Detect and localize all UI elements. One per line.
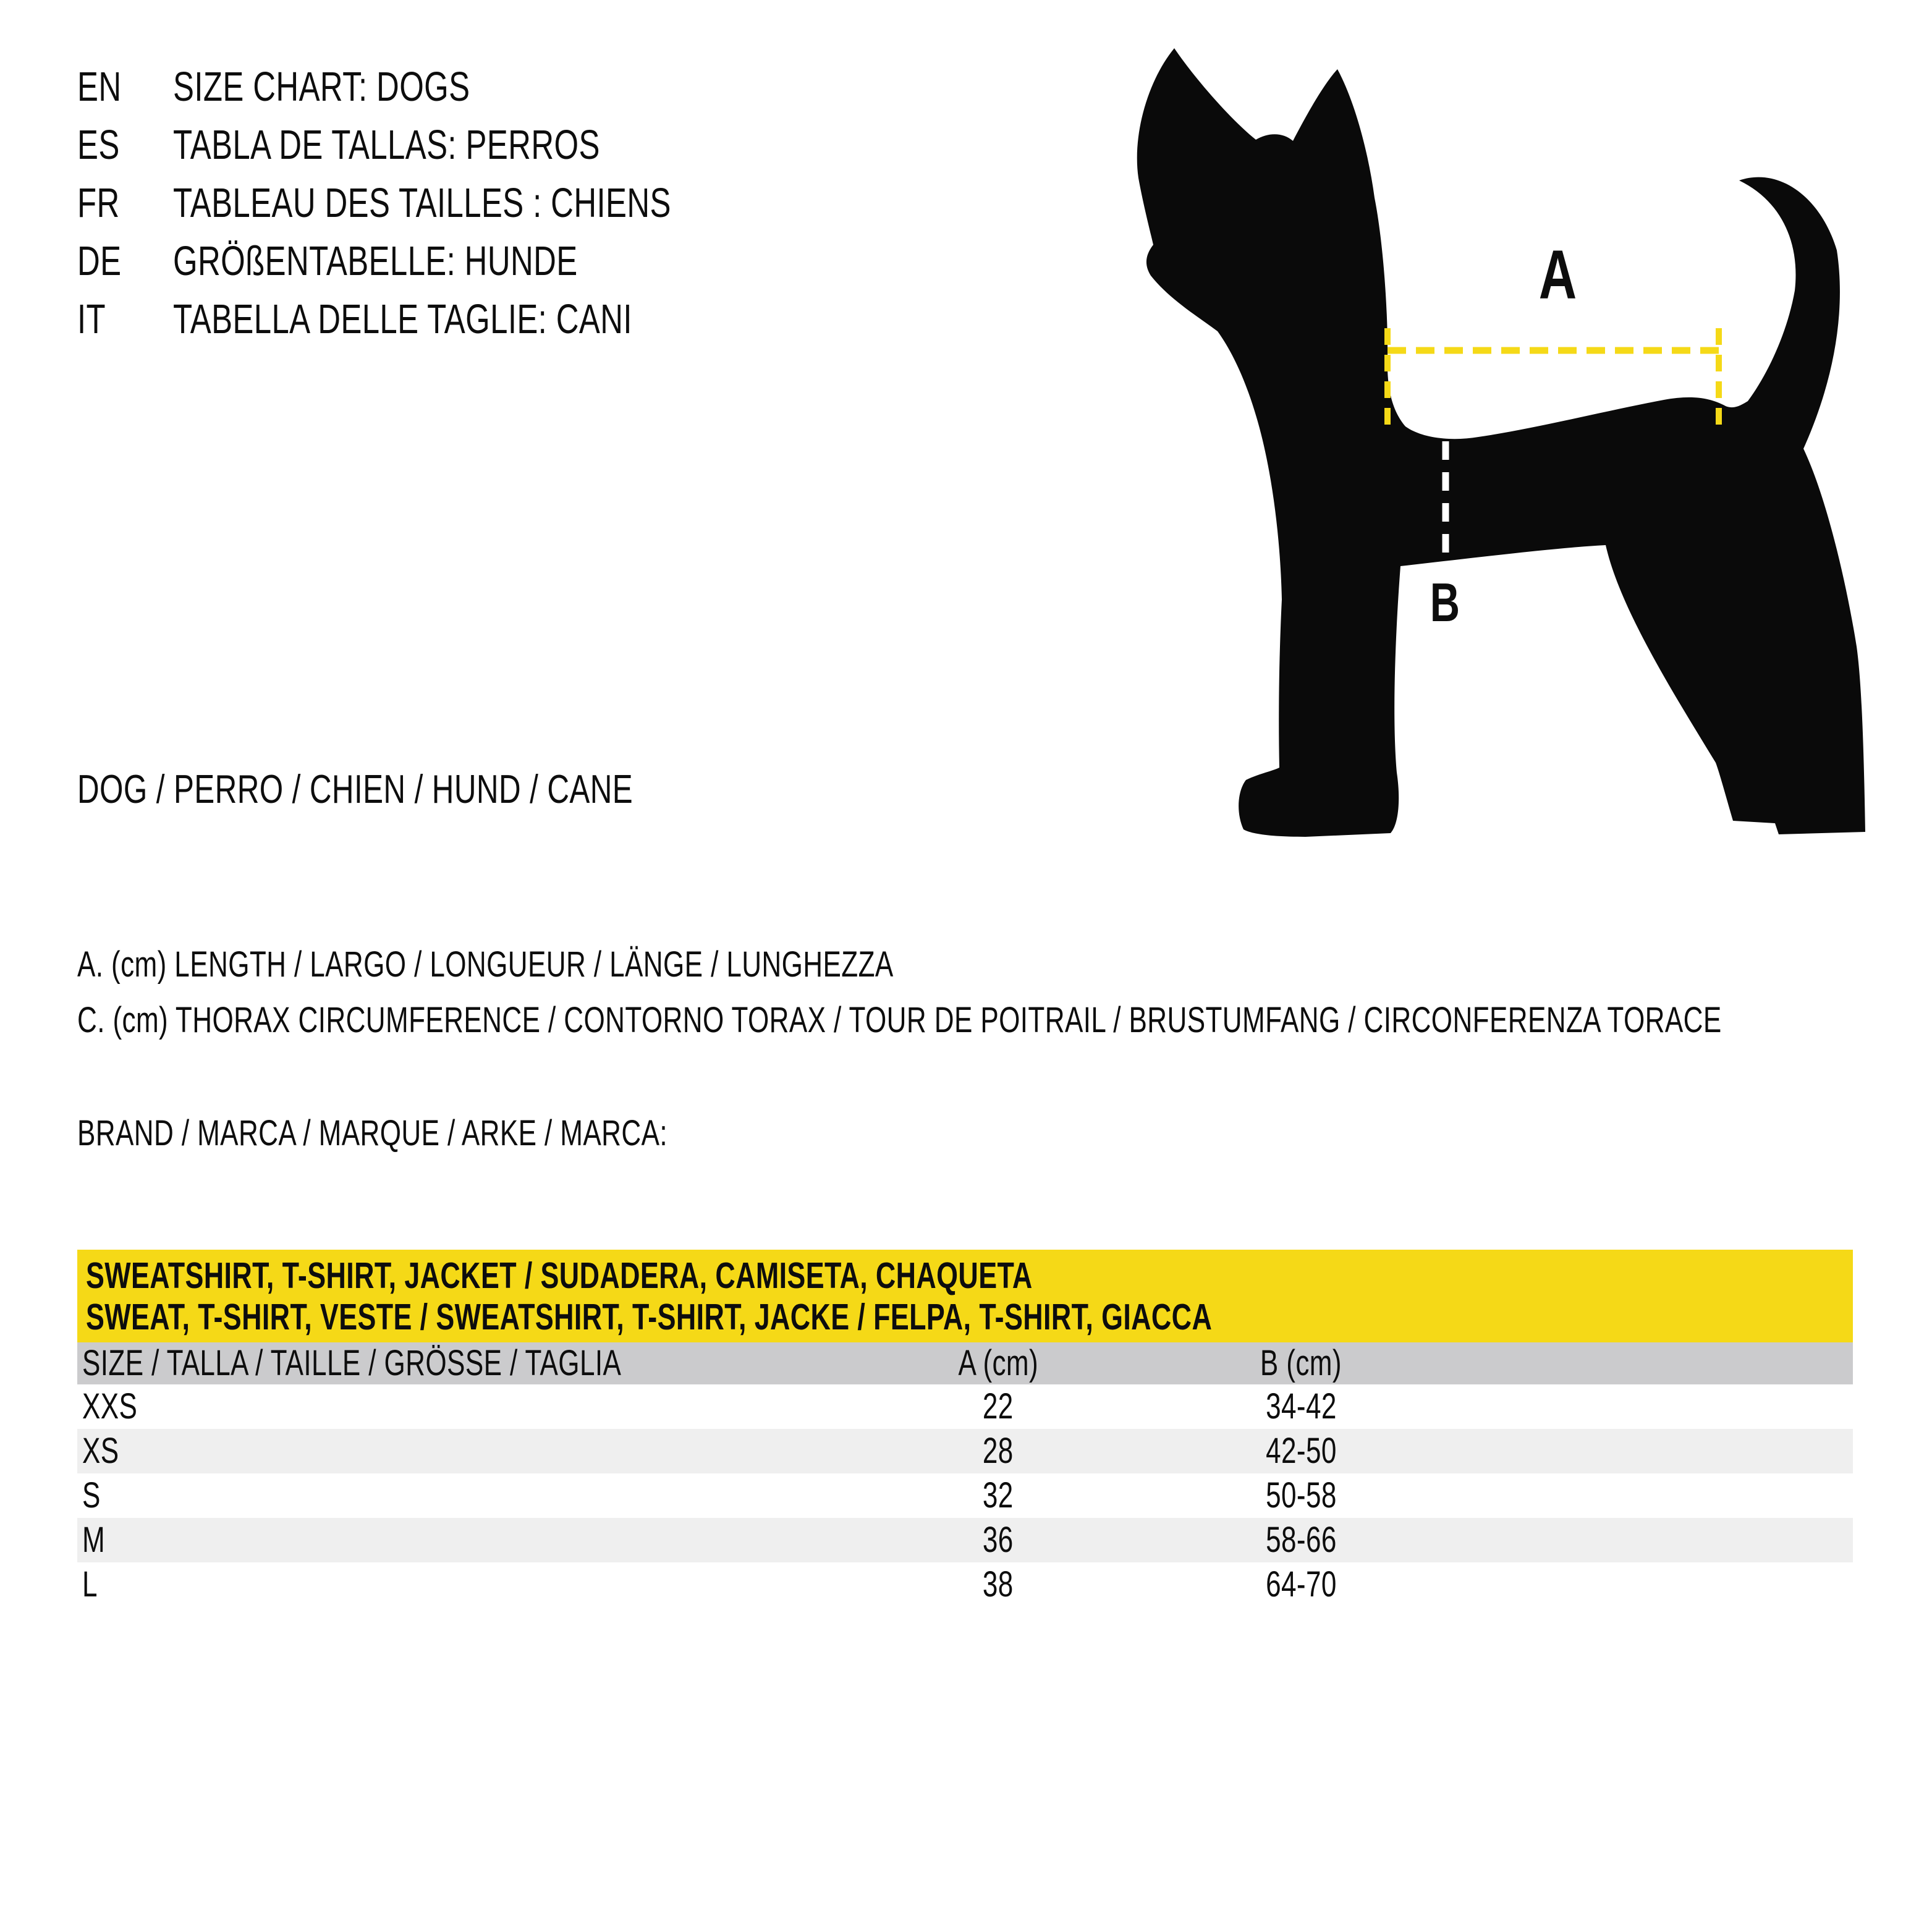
lang-code: IT <box>77 296 106 342</box>
legend-length-line: A. (cm) LENGTH / LARGO / LONGUEUR / LÄNGE / LUNGHEZZA <box>77 944 894 985</box>
size-cell: XS <box>82 1431 119 1471</box>
a-value-cell: 28 <box>983 1431 1014 1471</box>
lang-code: EN <box>77 64 122 110</box>
size-cell: XXS <box>82 1386 138 1426</box>
lang-row-es <box>77 124 765 166</box>
dog-silhouette-figure <box>1131 43 1873 847</box>
banner-line-1: SWEATSHIRT, T-SHIRT, JACKET / SUDADERA, CAMISETA, CHAQUETA <box>86 1255 1033 1296</box>
lang-row-de <box>77 240 735 282</box>
a-value-cell: 36 <box>983 1520 1014 1560</box>
lang-title: GRÖßENTABELLE: HUNDE <box>173 238 578 284</box>
size-cell: S <box>82 1475 101 1515</box>
lang-code: FR <box>77 180 120 226</box>
lang-code: DE <box>77 238 122 284</box>
lang-title: TABLA DE TALLAS: PERROS <box>173 122 600 168</box>
size-table <box>77 1342 1853 1607</box>
b-value-cell: 34-42 <box>1265 1386 1337 1426</box>
table-row-m <box>77 1518 1853 1562</box>
b-value-cell: 50-58 <box>1265 1475 1337 1515</box>
legend-thorax-line: C. (cm) THORAX CIRCUMFERENCE / CONTORNO TORAX / TOUR DE POITRAIL / BRUSTUMFANG / CIRCONFERENZA TORACE <box>77 1000 1722 1040</box>
b-value-cell: 42-50 <box>1265 1431 1337 1471</box>
lang-title: TABELLA DELLE TAGLIE: CANI <box>173 296 632 342</box>
a-value-cell: 22 <box>983 1386 1014 1426</box>
lang-row-it <box>77 296 807 342</box>
table-row-s <box>77 1473 1853 1518</box>
garment-type-banner <box>77 1250 1853 1342</box>
measure-label-a: A <box>1539 236 1577 313</box>
header-b-cm: B (cm) <box>1260 1343 1342 1383</box>
header-size: SIZE / TALLA / TAILLE / GRÖSSE / TAGLIA <box>82 1343 622 1383</box>
a-value-cell: 38 <box>983 1564 1014 1604</box>
header-a-cm: A (cm) <box>958 1343 1038 1383</box>
brand-line: BRAND / MARCA / MARQUE / ARKE / MARCA: <box>77 1113 667 1153</box>
b-value-cell: 58-66 <box>1265 1520 1337 1560</box>
lang-row-en <box>77 66 594 108</box>
measure-label-b: B <box>1430 572 1460 633</box>
lang-row-fr <box>77 182 858 224</box>
b-value-cell: 64-70 <box>1265 1564 1337 1604</box>
table-row-xxs <box>77 1384 1853 1429</box>
size-cell: M <box>82 1520 106 1560</box>
table-row-xs <box>77 1429 1853 1473</box>
a-value-cell: 32 <box>983 1475 1014 1515</box>
table-row-l <box>77 1562 1853 1607</box>
dog-caption: DOG / PERRO / CHIEN / HUND / CANE <box>77 766 633 811</box>
lang-title: TABLEAU DES TAILLES : CHIENS <box>173 180 671 226</box>
table-header-row <box>77 1342 1853 1384</box>
dog-silhouette <box>1137 48 1865 837</box>
lang-code: ES <box>77 122 120 168</box>
lang-title: SIZE CHART: DOGS <box>173 64 470 110</box>
size-cell: L <box>82 1564 98 1604</box>
banner-line-2: SWEAT, T-SHIRT, VESTE / SWEATSHIRT, T-SHIRT, JACKE / FELPA, T-SHIRT, GIACCA <box>86 1297 1213 1337</box>
